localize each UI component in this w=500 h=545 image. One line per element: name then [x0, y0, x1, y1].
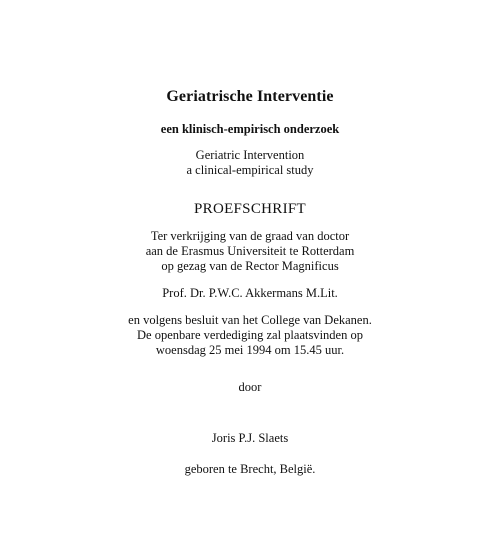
rector-name: Prof. Dr. P.W.C. Akkermans M.Lit.	[162, 286, 338, 300]
decision-line: en volgens besluit van het College van Dekanen.	[128, 313, 372, 327]
by-label: door	[238, 380, 262, 394]
decision-line: De openbare verdediging zal plaatsvinden op	[137, 328, 363, 342]
decision-line: woensdag 25 mei 1994 om 15.45 uur.	[155, 343, 345, 357]
proefschrift-heading: PROEFSCHRIFT	[194, 201, 306, 217]
purpose-line: aan de Erasmus Universiteit te Rotterdam	[145, 244, 355, 258]
english-title: Geriatric Intervention	[195, 148, 305, 162]
purpose-line: op gezag van de Rector Magnificus	[161, 259, 339, 273]
dissertation-title: Geriatrische Interventie	[166, 88, 334, 105]
dissertation-subtitle: een klinisch-empirisch onderzoek	[160, 122, 340, 136]
birthplace: geboren te Brecht, België.	[184, 462, 316, 476]
english-subtitle: a clinical-empirical study	[186, 163, 314, 177]
purpose-line: Ter verkrijging van de graad van doctor	[150, 229, 350, 243]
author-name: Joris P.J. Slaets	[211, 431, 289, 445]
